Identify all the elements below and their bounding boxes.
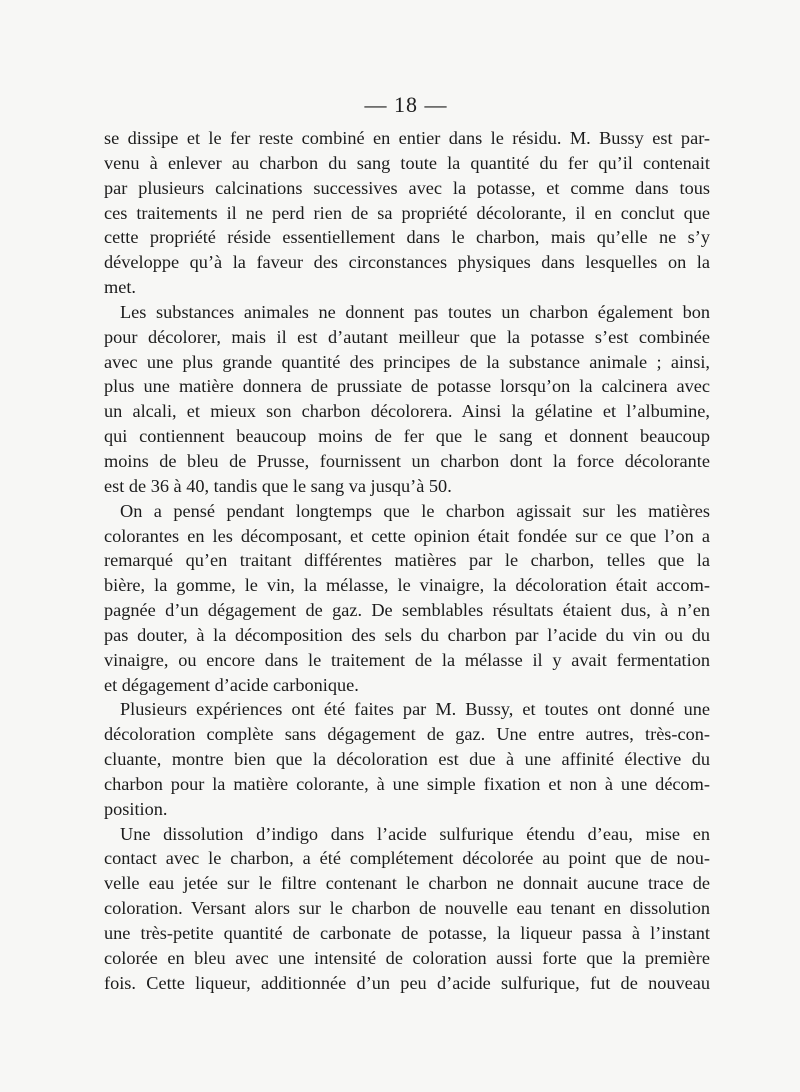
text-line: velle eau jetée sur le filtre contenant le charbon ne donnait aucune trace de [104, 873, 710, 894]
text-line: On a pensé pendant longtemps que le charbon agissait sur les matières [120, 500, 710, 521]
text-line: contact avec le charbon, a été complétement décolorée au point que de nou- [104, 848, 710, 869]
text-line: vinaigre, ou encore dans le traitement de la mélasse il y avait fermentation [104, 649, 710, 670]
text-line: moins de bleu de Prusse, fournissent un charbon dont la force décolorante [104, 450, 710, 471]
text-line: avec une plus grande quantité des principes de la substance animale ; ainsi, [104, 351, 710, 372]
text-line: Une dissolution d’indigo dans l’acide sulfurique étendu d’eau, mise en [120, 823, 710, 844]
text-line: colorantes en les décomposant, et cette opinion était fondée sur ce que l’on a [104, 525, 710, 546]
text-line: coloration. Versant alors sur le charbon de nouvelle eau tenant en dissolution [104, 898, 710, 919]
text-line: ces traitements il ne perd rien de sa propriété décolorante, il en conclut que [104, 202, 710, 223]
text-line: met. [104, 277, 136, 298]
text-line: remarqué qu’en traitant différentes matières par le charbon, telles que la [104, 550, 710, 571]
text-line: un alcali, et mieux son charbon décolorera. Ainsi la gélatine et l’albumine, [104, 401, 710, 422]
text-line: colorée en bleu avec une intensité de coloration aussi forte que la première [104, 947, 710, 968]
text-line: Les substances animales ne donnent pas toutes un charbon également bon [120, 301, 710, 322]
page-number: — 18 — [364, 92, 448, 117]
text-line: bière, la gomme, le vin, la mélasse, le vinaigre, la décoloration était accom- [104, 575, 710, 596]
text-line: pour décolorer, mais il est d’autant meilleur que la potasse s’est combinée [104, 326, 710, 347]
text-line: par plusieurs calcinations successives avec la potasse, et comme dans tous [104, 177, 710, 198]
text-line: position. [104, 798, 168, 819]
text-line: est de 36 à 40, tandis que le sang va jusqu’à 50. [104, 475, 452, 496]
text-line: cette propriété réside essentiellement dans le charbon, mais qu’elle ne s’y [104, 227, 710, 248]
text-line: cluante, montre bien que la décoloration est due à une affinité élective du [104, 749, 710, 770]
text-line: Plusieurs expériences ont été faites par M. Bussy, et toutes ont donné une [120, 699, 710, 720]
text-line: une très-petite quantité de carbonate de potasse, la liqueur passa à l’instant [104, 923, 710, 943]
body-text [104, 126, 710, 996]
text-line: plus une matière donnera de prussiate de potasse lorsqu’on la calcinera avec [104, 376, 710, 397]
text-line: décoloration complète sans dégagement de gaz. Une entre autres, très-con- [104, 724, 710, 745]
text-line: pagnée d’un dégagement de gaz. De semblables résultats étaient dus, à n’en [104, 600, 710, 621]
text-line: pas douter, à la décomposition des sels du charbon par l’acide du vin ou du [104, 624, 710, 645]
text-line: développe qu’à la faveur des circonstances physiques dans lesquelles on la [104, 252, 710, 273]
text-line: se dissipe et le fer reste combiné en entier dans le résidu. M. Bussy est par- [104, 128, 710, 148]
text-line: et dégagement d’acide carbonique. [104, 674, 359, 695]
text-line: fois. Cette liqueur, additionnée d’un peu d’acide sulfurique, fut de nouveau [104, 972, 710, 993]
text-line: charbon pour la matière colorante, à une simple fixation et non à une décom- [104, 773, 710, 794]
text-line: qui contiennent beaucoup moins de fer que le sang et donnent beaucoup [104, 426, 710, 447]
text-line: venu à enlever au charbon du sang toute la quantité du fer qu’il contenait [104, 152, 710, 173]
